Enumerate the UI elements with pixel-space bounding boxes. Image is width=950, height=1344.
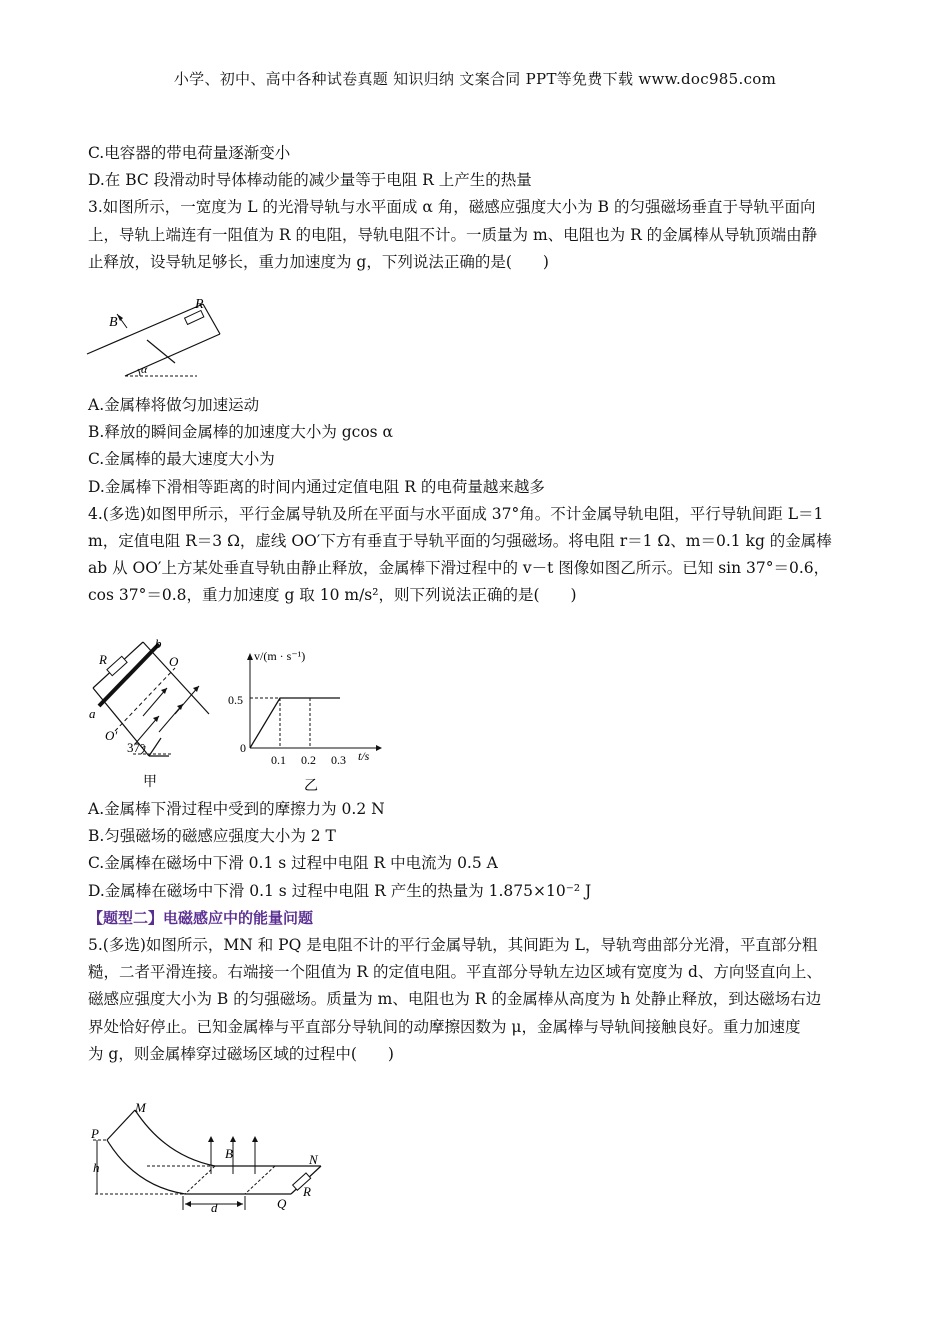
x-tick-label: 0.2 — [301, 753, 316, 767]
text-line: B.匀强磁场的磁感应强度大小为 2 T — [88, 827, 336, 846]
text-line: 糙，二者平滑连接。右端接一个阻值为 R 的定值电阻。平直部分导轨左边区域有宽度为 d、方向竖直向上、 — [88, 963, 822, 982]
label-alpha: α — [141, 362, 148, 376]
question-block-c — [88, 796, 868, 1068]
label-B: B — [109, 315, 118, 330]
label-R: R — [99, 652, 107, 667]
label-R: R — [195, 297, 204, 312]
label-P: P — [91, 1126, 99, 1141]
text-line: 5.(多选)如图所示，MN 和 PQ 是电阻不计的平行金属导轨，其间距为 L，导轨弯曲部分光滑，平直部分粗 — [88, 935, 818, 954]
figure-jia — [85, 636, 220, 792]
text-line: D.金属棒在磁场中下滑 0.1 s 过程中电阻 R 产生的热量为 1.875×10⁻² J — [88, 881, 592, 900]
label-M: M — [135, 1100, 146, 1115]
label-d: d — [211, 1200, 218, 1215]
label-R: R — [303, 1184, 311, 1199]
label-O-prime: O′ — [105, 728, 118, 743]
origin-label: 0 — [240, 741, 246, 755]
text-line: 3.如图所示，一宽度为 L 的光滑导轨与水平面成 α 角，磁感应强度大小为 B 的匀强磁场垂直于导轨平面向 — [88, 198, 816, 217]
label-angle: 37° — [127, 740, 146, 755]
caption-yi: 乙 — [304, 779, 318, 794]
text-line: C.金属棒在磁场中下滑 0.1 s 过程中电阻 R 中电流为 0.5 A — [88, 854, 498, 873]
label-O: O — [169, 654, 179, 669]
text-line: A.金属棒将做匀加速运动 — [88, 396, 260, 414]
page-header: 小学、初中、高中各种试卷真题 知识归纳 文案合同 PPT等免费下载 www.doc985.com — [173, 70, 777, 88]
question-block-a — [88, 140, 868, 276]
x-axis-label: t/s — [358, 749, 370, 763]
label-a: a — [89, 706, 96, 721]
text-line: 4.(多选)如图甲所示，平行金属导轨及所在平面与水平面成 37°角。不计金属导轨电阻，平行导轨间距 L＝1 — [88, 504, 824, 523]
label-h: h — [93, 1160, 100, 1175]
caption-jia: 甲 — [143, 775, 157, 790]
y-axis-label: v/(m · s⁻¹) — [254, 649, 306, 663]
text-line: 为 g，则金属棒穿过磁场区域的过程中( ) — [88, 1044, 394, 1063]
text-line: m，定值电阻 R＝3 Ω，虚线 OO′下方有垂直于导轨平面的匀强磁场。将电阻 r＝1 Ω、m＝0.1 kg 的金属棒 — [88, 531, 832, 550]
label-B: B — [225, 1146, 233, 1161]
section-title: 【题型二】电磁感应中的能量问题 — [88, 908, 314, 927]
text-line: ab 从 OO′上方某处垂直导轨由静止释放，金属棒下滑过程中的 v－t 图像如图乙所示。已知 sin 37°＝0.6， — [88, 559, 830, 578]
curved-rail-figure — [85, 1098, 335, 1218]
text-line: 上，导轨上端连有一阻值为 R 的电阻，导轨电阻不计。一质量为 m、电阻也为 R 的金属棒从导轨顶端由静 — [88, 225, 818, 244]
vt-graph — [228, 640, 398, 794]
x-tick-label: 0.3 — [331, 753, 346, 767]
vt-series-line — [250, 698, 340, 748]
inclined-rail-figure — [85, 296, 225, 382]
text-line: D.在 BC 段滑动时导体棒动能的减少量等于电阻 R 上产生的热量 — [88, 171, 532, 190]
label-N: N — [309, 1152, 318, 1167]
text-line: cos 37°＝0.8，重力加速度 g 取 10 m/s²，则下列说法正确的是( ) — [88, 586, 577, 605]
y-tick-label: 0.5 — [228, 693, 243, 707]
label-b: b — [155, 636, 162, 651]
x-tick-label: 0.1 — [271, 753, 286, 767]
text-line: B.释放的瞬间金属棒的加速度大小为 gcos α — [88, 423, 394, 442]
text-line: 界处恰好停止。已知金属棒与平直部分导轨间的动摩擦因数为 μ，金属棒与导轨间接触良好。重力加速度 — [88, 1017, 801, 1036]
text-line: D.金属棒下滑相等距离的时间内通过定值电阻 R 的电荷量越来越多 — [88, 477, 545, 496]
text-line: 止释放，设导轨足够长，重力加速度为 g，下列说法正确的是( ) — [88, 252, 549, 271]
label-Q: Q — [277, 1196, 287, 1211]
text-line: C.金属棒的最大速度大小为 — [88, 450, 275, 469]
question-block-b — [88, 392, 868, 610]
text-line: 磁感应强度大小为 B 的匀强磁场。质量为 m、电阻也为 R 的金属棒从高度为 h 处静止释放，到达磁场右边 — [88, 990, 822, 1009]
text-line: A.金属棒下滑过程中受到的摩擦力为 0.2 N — [88, 800, 385, 818]
text-line: C.电容器的带电荷量逐渐变小 — [88, 144, 291, 162]
